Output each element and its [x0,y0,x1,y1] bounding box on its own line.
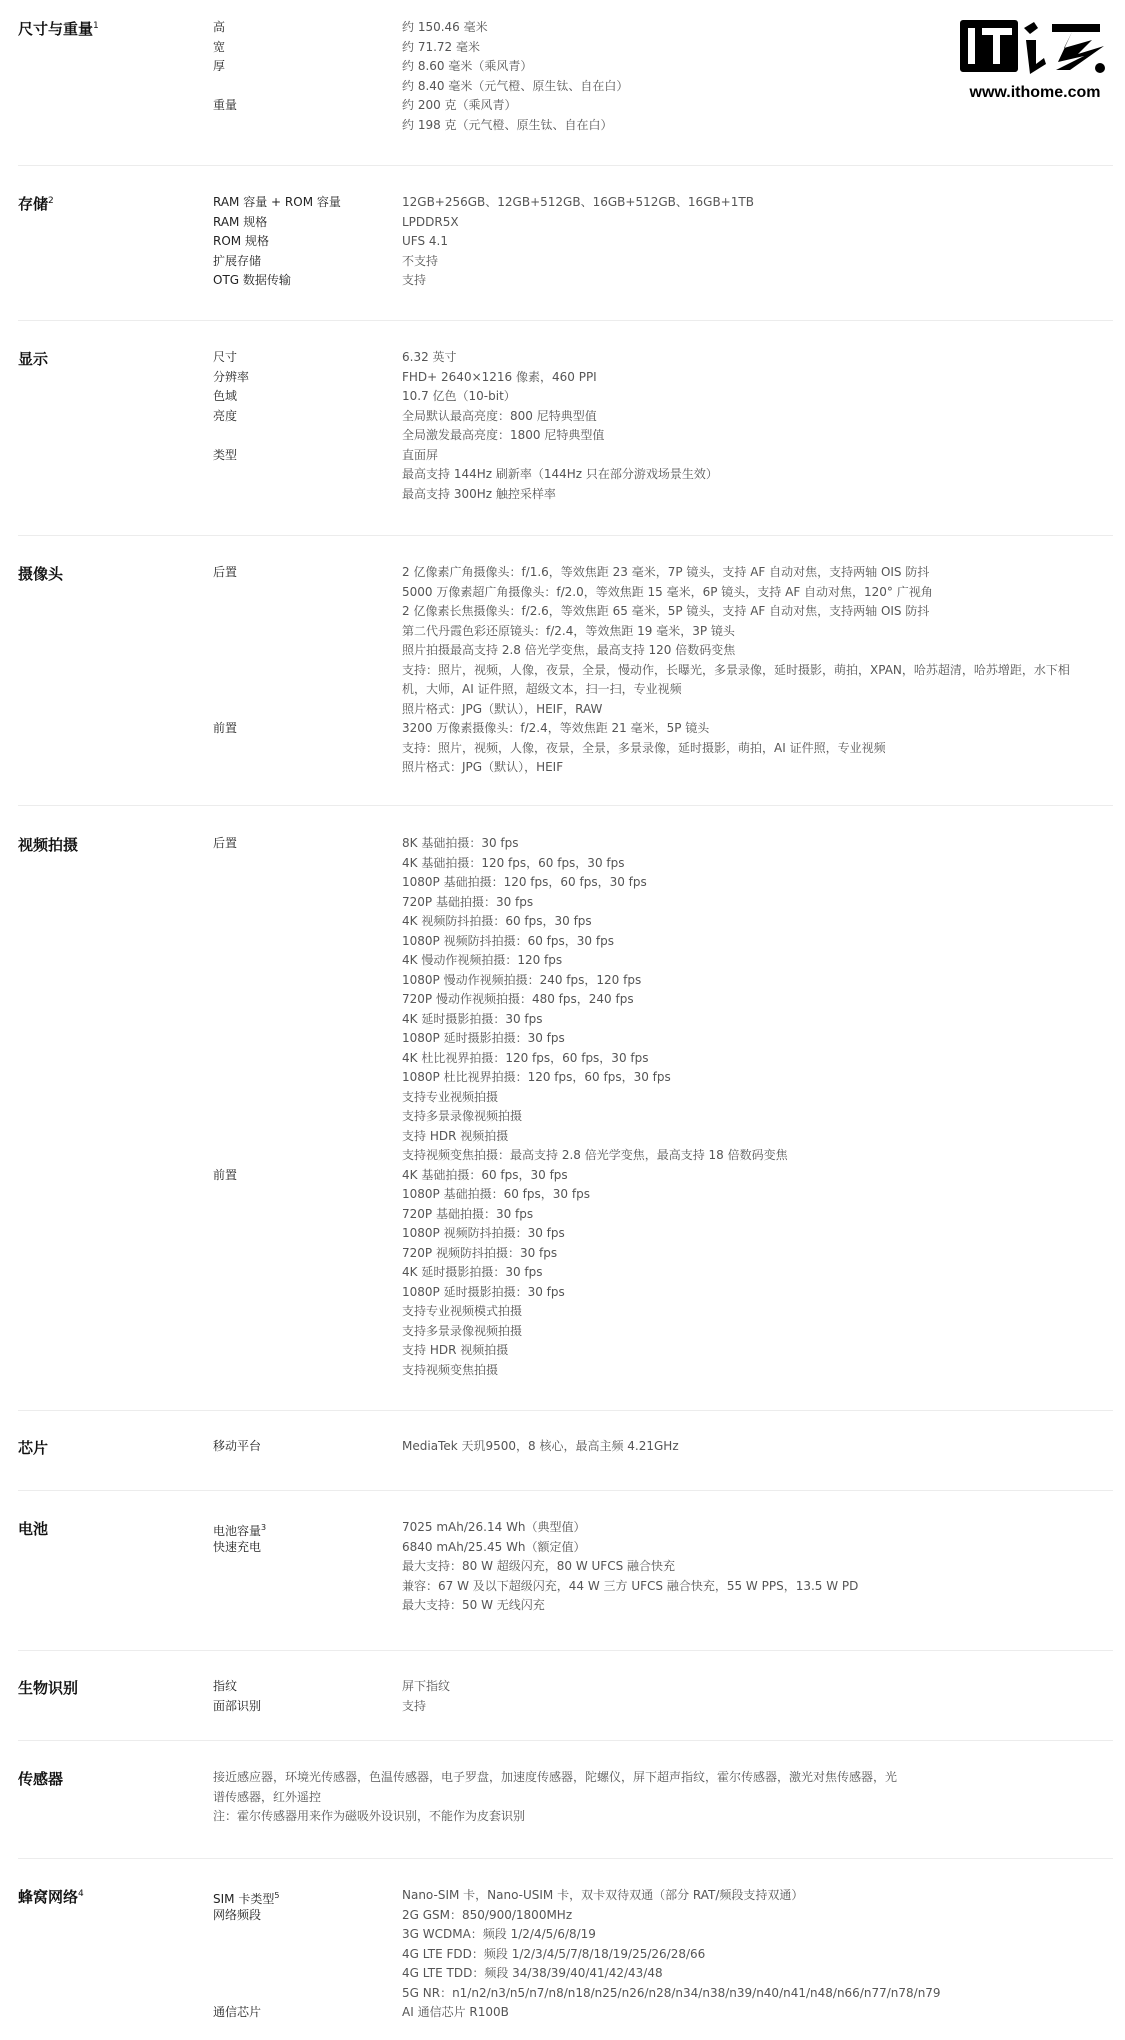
spec-label: 亮度 [213,408,238,423]
category-title: 生物识别 [18,1679,79,1697]
spec-labels [213,563,237,778]
spec-value: 谱传感器，红外遥控 [213,1789,322,1804]
spec-value: 照片拍摄最高支持 2.8 倍光学变焦，最高支持 120 倍数码变焦 [402,643,736,657]
spec-label: ROM 规格 [213,234,269,248]
spec-label: 后置 [213,565,238,579]
spec-value: 6840 mAh/25.45 Wh（额定值） [402,1539,586,1554]
spec-value: 接近感应器，环境光传感器，色温传感器，电子罗盘，加速度传感器，陀螺仪，屏下超声指纹，霍尔传感器，激光对焦传感器，光 [213,1770,898,1784]
category-title: 蜂窝网络$^4$ [18,1888,84,1906]
spec-label: 快速充电 [213,1539,262,1554]
spec-label: 扩展存储 [213,253,262,268]
spec-labels [213,1677,261,1716]
spec-value: 720P 视频防抖拍摄：30 fps [402,1245,558,1260]
spec-label [213,739,237,759]
spec-value: LPDDR5X [402,214,459,229]
spec-values [402,1437,679,1457]
spec-labels [213,348,249,504]
spec-values [402,1677,450,1716]
spec-label [213,641,237,661]
spec-value: 第二代丹霞色彩还原镜头：f/2.4，等效焦距 19 毫米，3P 镜头 [402,623,735,638]
spec-value: 10.7 亿色（10-bit） [402,389,516,403]
spec-value: AI 通信芯片 R100B [402,2005,509,2019]
spec-values [402,18,628,135]
spec-value: 约 71.72 毫米 [402,39,480,54]
spec-label [213,426,249,446]
spec-label-sim: SIM 卡类型$^5$ [213,1891,280,1906]
spec-value: 全局激发最高亮度：1800 尼特典型值 [402,428,605,442]
spec-value: 支持：照片，视频，人像，夜景，全景，慢动作，长曝光，多景录像，延时摄影，萌拍，XPAN，哈苏超清，哈苏增距，水下相 [402,662,1070,677]
spec-label [213,622,237,642]
spec-values [402,1886,941,2023]
spec-value: 支持 HDR 视频拍摄 [402,1128,509,1143]
spec-values [402,348,718,504]
category-title: 芯片 [18,1439,49,1457]
spec-label: 宽 [213,39,226,54]
spec-value: Nano-SIM 卡，Nano-USIM 卡，双卡双待双通（部分 RAT/频段支持双通） [402,1888,804,1902]
spec-value: 5G NR：n1/n2/n3/n5/n7/n8/n18/n25/n26/n28/n34/n38/n39/n40/n41/n48/n66/n77/n78/n79 [402,1985,941,2000]
spec-value: 3200 万像素摄像头：f/2.4，等效焦距 21 毫米，5P 镜头 [402,721,710,735]
spec-label: 重量 [213,98,238,112]
category-title: 存储$^2$ [18,195,54,213]
spec-value: 直面屏 [402,447,439,462]
spec-value: 2 亿像素长焦摄像头：f/2.6，等效焦距 65 毫米，5P 镜头，支持 AF 自动对焦，支持两轴 OIS 防抖 [402,604,930,618]
spec-labels [213,18,237,135]
spec-value: 4K 视频防抖拍摄：60 fps，30 fps [402,914,592,928]
spec-label: RAM 容量 + ROM 容量 [213,195,341,209]
spec-value: 支持视频变焦拍摄：最高支持 2.8 倍光学变焦，最高支持 18 倍数码变焦 [402,1148,788,1162]
spec-labels [213,193,341,291]
spec-value: 最大支持：80 W 超级闪充，80 W UFCS 融合快充 [402,1559,676,1573]
spec-value: 全局默认最高亮度：800 尼特典型值 [402,408,597,423]
spec-label: 厚 [213,59,226,73]
section-divider [18,535,1113,536]
spec-value: 4K 杜比视界拍摄：120 fps，60 fps，30 fps [402,1050,649,1065]
spec-label [213,583,237,603]
spec-label-rear: 后置 [213,836,238,850]
spec-value: 6.32 英寸 [402,350,457,364]
spec-value: 最高支持 300Hz 触控采样率 [402,486,556,501]
spec-label: 类型 [213,447,238,462]
spec-label: OTG 数据传输 [213,273,291,287]
spec-label [213,602,237,622]
spec-value: 约 150.46 毫米 [402,20,488,34]
spec-value: 照片格式：JPG（默认），HEIF，RAW [402,701,603,716]
spec-label [213,758,237,778]
ithome-logo-mark [960,18,1110,80]
category-title: 视频拍摄 [18,836,79,854]
spec-value: 2G GSM：850/900/1800MHz [402,1907,573,1922]
spec-label [213,77,237,97]
spec-value: 约 8.60 毫米（乘风青） [402,59,533,73]
category-title: 尺寸与重量$^1$ [18,20,99,38]
spec-label: 尺寸 [213,350,238,364]
spec-value: 照片格式：JPG（默认），HEIF [402,760,564,774]
spec-value: 最高支持 144Hz 刷新率（144Hz 只在部分游戏场景生效） [402,467,718,481]
spec-value: 支持视频变焦拍摄 [402,1362,499,1377]
spec-label: 分辨率 [213,369,250,384]
spec-value: FHD+ 2640×1216 像素，460 PPI [402,369,597,384]
spec-value: 5000 万像素超广角摄像头：f/2.0，等效焦距 15 毫米，6P 镜头，支持 AF 自动对焦，120° 广视角 [402,584,933,599]
spec-labels [213,1518,266,1557]
spec-value: 支持 [402,273,427,287]
spec-value: 机，大师，AI 证件照，超级文本，扫一扫，专业视频 [402,682,682,696]
spec-label: 面部识别 [213,1698,262,1713]
spec-value: 支持专业视频模式拍摄 [402,1304,523,1318]
spec-value: 支持多景录像视频拍摄 [402,1109,523,1123]
spec-label: 指纹 [213,1679,238,1693]
spec-value: 1080P 视频防抖拍摄：30 fps [402,1226,565,1240]
spec-label: RAM 规格 [213,214,268,229]
spec-label [213,465,249,485]
section-divider [18,165,1113,166]
section-divider [18,1650,1113,1651]
spec-label [213,116,237,136]
spec-label [213,680,237,700]
category-title: 摄像头 [18,565,64,583]
spec-value: 1080P 基础拍摄：60 fps，30 fps [402,1187,590,1201]
section-divider [18,1740,1113,1741]
spec-value: 1080P 杜比视界拍摄：120 fps，60 fps，30 fps [402,1070,671,1084]
spec-value: 720P 基础拍摄：30 fps [402,1206,534,1221]
spec-value: 约 200 克（乘风青） [402,98,517,112]
spec-value: 最大支持：50 W 无线闪充 [402,1598,545,1612]
ithome-url: www.ithome.com [969,84,1101,101]
category-title: 显示 [18,350,49,368]
ithome-logo [955,14,1115,114]
sensor-list [213,1768,897,1827]
spec-value: 3G WCDMA：频段 1/2/4/5/6/8/19 [402,1927,596,1941]
category-title: 传感器 [18,1770,64,1788]
section-divider [18,1858,1113,1859]
spec-value: 4K 基础拍摄：60 fps，30 fps [402,1167,568,1182]
spec-value: 兼容：67 W 及以下超级闪充，44 W 三方 UFCS 融合快充，55 W PPS，13.5 W PD [402,1578,859,1593]
spec-value: 1080P 慢动作视频拍摄：240 fps，120 fps [402,972,642,987]
spec-value: 支持：照片，视频，人像，夜景，全景，多景录像，延时摄影，萌拍，AI 证件照，专业视频 [402,740,886,755]
spec-label [213,700,237,720]
spec-label-bands: 网络频段 [213,1907,262,1922]
spec-label: 色域 [213,389,238,403]
spec-values [402,834,788,1380]
spec-value: 支持专业视频拍摄 [402,1089,499,1104]
spec-value: 约 8.40 毫米（元气橙、原生钛、自在白） [402,78,629,93]
spec-value: UFS 4.1 [402,234,448,248]
spec-value: 4K 慢动作视频拍摄：120 fps [402,953,563,967]
spec-label [213,485,249,505]
spec-value: 支持 [402,1698,427,1713]
spec-value: 1080P 延时摄影拍摄：30 fps [402,1284,565,1299]
spec-value: 720P 基础拍摄：30 fps [402,894,534,909]
section-divider [18,1410,1113,1411]
category-title: 电池 [18,1520,49,1538]
spec-value: 支持 HDR 视频拍摄 [402,1343,509,1357]
spec-labels [213,1437,261,1457]
spec-value: 1080P 延时摄影拍摄：30 fps [402,1031,565,1045]
spec-label-modem: 通信芯片 [213,2005,262,2019]
spec-value: 720P 慢动作视频拍摄：480 fps，240 fps [402,992,634,1006]
spec-value: 注：霍尔传感器用来作为磁吸外设识别，不能作为皮套识别 [213,1809,526,1823]
section-divider [18,320,1113,321]
spec-value: 1080P 视频防抖拍摄：60 fps，30 fps [402,933,614,948]
spec-value: 8K 基础拍摄：30 fps [402,836,519,850]
spec-value: 支持多景录像视频拍摄 [402,1323,523,1338]
spec-value: 4G LTE FDD：频段 1/2/3/4/5/7/8/18/19/25/26/28/66 [402,1946,706,1961]
spec-label: 移动平台 [213,1439,262,1453]
spec-value: 屏下指纹 [402,1679,451,1693]
section-divider [18,1490,1113,1491]
spec-label: 高 [213,20,226,34]
spec-value: MediaTek 天玑9500，8 核心，最高主频 4.21GHz [402,1439,679,1453]
spec-label-front: 前置 [213,1167,238,1182]
spec-values [402,193,754,291]
spec-value: 4K 基础拍摄：120 fps，60 fps，30 fps [402,855,625,870]
spec-value: 12GB+256GB、12GB+512GB、16GB+512GB、16GB+1TB [402,195,754,209]
spec-value: 约 198 克（元气橙、原生钛、自在白） [402,117,613,132]
spec-label-battery-capacity: 电池容量$^3$ [213,1523,267,1538]
spec-value: 4K 延时摄影拍摄：30 fps [402,1011,543,1026]
spec-values [402,563,1070,778]
spec-value: 1080P 基础拍摄：120 fps，60 fps，30 fps [402,875,647,889]
spec-value: 不支持 [402,253,439,268]
spec-value: 7025 mAh/26.14 Wh（典型值） [402,1520,586,1534]
spec-label: 前置 [213,721,238,735]
spec-value: 4G LTE TDD：频段 34/38/39/40/41/42/43/48 [402,1966,663,1980]
spec-label [213,661,237,681]
spec-value: 4K 延时摄影拍摄：30 fps [402,1265,543,1279]
spec-values [402,1518,858,1616]
spec-value: 2 亿像素广角摄像头：f/1.6，等效焦距 23 毫米，7P 镜头，支持 AF 自动对焦，支持两轴 OIS 防抖 [402,565,930,579]
section-divider [18,805,1113,806]
